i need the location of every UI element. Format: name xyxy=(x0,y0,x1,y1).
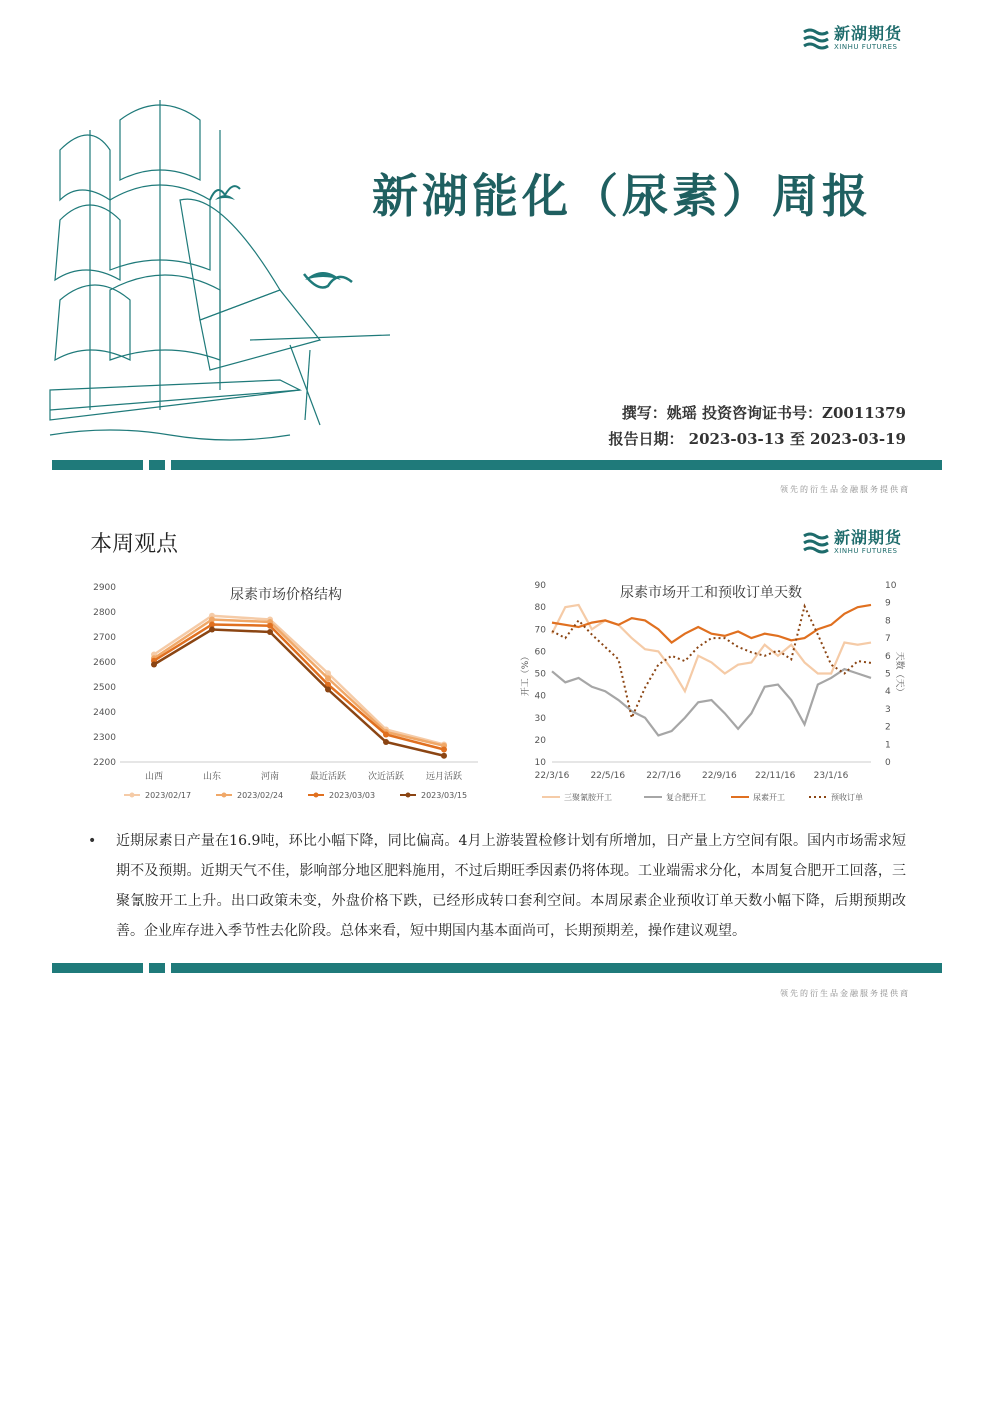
series-point xyxy=(209,627,215,633)
company-logo xyxy=(802,26,902,51)
x-tick-label: 最近活跃 xyxy=(309,772,347,782)
y-tick-label: 2400 xyxy=(93,708,116,718)
series-line-2023/02/17 xyxy=(154,616,444,745)
y2-tick-label: 9 xyxy=(885,598,891,609)
divider-gap xyxy=(165,460,171,470)
series-point xyxy=(151,662,157,668)
y-tick-label: 50 xyxy=(534,669,546,680)
y2-tick-label: 1 xyxy=(885,740,891,751)
legend-marker xyxy=(222,793,227,798)
y2-tick-label: 4 xyxy=(885,687,891,698)
x-tick-label: 河南 xyxy=(260,772,280,782)
author-line: 撰写：姚瑶 投资咨询证书号：Z0011379 xyxy=(621,404,906,422)
legend-label: 2023/02/17 xyxy=(145,791,192,800)
bullet-dot: • xyxy=(88,833,97,849)
slogan: 领先的衍生品金融服务提供商 xyxy=(780,485,910,494)
series-point xyxy=(383,732,389,738)
y2-tick-label: 6 xyxy=(885,651,891,662)
legend-label: 三聚氰胺开工 xyxy=(564,793,612,802)
series-point xyxy=(325,687,331,693)
x-tick-label: 22/9/16 xyxy=(702,771,737,781)
series-point xyxy=(267,629,273,635)
slogan: 领先的衍生品金融服务提供商 xyxy=(780,989,910,998)
x-tick-label: 山东 xyxy=(202,772,222,782)
y-tick-label: 2800 xyxy=(93,608,116,618)
y-tick-label: 40 xyxy=(534,691,546,702)
y2-axis-label: 天数（天） xyxy=(894,651,904,697)
legend-label: 2023/02/24 xyxy=(237,791,284,800)
logo-cn: 新湖期货 xyxy=(834,24,903,43)
logo-wave-icon xyxy=(802,532,830,554)
price-structure-chart xyxy=(88,572,488,812)
y-tick-label: 70 xyxy=(534,625,546,636)
series-point xyxy=(383,739,389,745)
y2-tick-label: 2 xyxy=(885,722,891,733)
series-point xyxy=(441,753,447,759)
x-tick-label: 22/3/16 xyxy=(534,771,570,781)
legend-marker xyxy=(314,793,319,798)
operating-rate-chart xyxy=(516,572,904,812)
x-tick-label: 22/11/16 xyxy=(754,771,796,781)
y-tick-label: 60 xyxy=(534,647,546,658)
y2-tick-label: 5 xyxy=(885,669,891,680)
series-point xyxy=(267,623,273,629)
y-tick-label: 10 xyxy=(534,758,546,768)
seagull-icon xyxy=(300,262,355,312)
y-tick-label: 30 xyxy=(534,713,546,724)
y2-tick-label: 10 xyxy=(885,581,897,591)
legend-label: 2023/03/03 xyxy=(329,791,376,800)
logo-en: XINHU FUTURES xyxy=(834,43,898,51)
legend-label: 尿素开工 xyxy=(753,793,785,802)
y-tick-label: 2900 xyxy=(93,583,116,593)
y-axis-label: 开工（%） xyxy=(521,651,531,697)
date-line: 报告日期： 2023-03-13 至 2023-03-19 xyxy=(608,430,906,448)
series-point xyxy=(441,747,447,753)
x-tick-label: 22/7/16 xyxy=(646,771,681,781)
logo-wave-icon xyxy=(802,28,830,50)
y-tick-label: 80 xyxy=(534,603,546,614)
x-tick-label: 远月活跃 xyxy=(425,772,463,782)
divider-gap xyxy=(143,963,149,973)
divider-bar xyxy=(52,963,942,973)
legend-label: 2023/03/15 xyxy=(421,791,468,800)
y2-tick-label: 7 xyxy=(885,634,891,645)
legend-label: 预收订单 xyxy=(831,793,863,802)
legend-marker xyxy=(130,793,135,798)
logo-cn: 新湖期货 xyxy=(834,528,903,547)
series-line-2023/03/03 xyxy=(154,625,444,750)
section-title: 本周观点 xyxy=(90,532,179,557)
report-title: 新湖能化（尿素）周报 xyxy=(372,169,872,223)
series-line-复合肥开工 xyxy=(552,669,871,735)
y-tick-label: 20 xyxy=(534,735,546,746)
x-tick-label: 山西 xyxy=(144,772,164,782)
chart-title: 尿素市场价格结构 xyxy=(230,587,342,603)
y2-tick-label: 8 xyxy=(885,616,891,627)
seagull-icon xyxy=(205,175,245,215)
x-tick-label: 次近活跃 xyxy=(367,772,405,782)
y2-tick-label: 0 xyxy=(885,758,891,768)
divider-gap xyxy=(143,460,149,470)
y-tick-label: 90 xyxy=(534,581,546,591)
x-tick-label: 23/1/16 xyxy=(813,771,849,781)
y2-tick-label: 3 xyxy=(885,704,891,715)
y-tick-label: 2200 xyxy=(93,758,116,768)
y-tick-label: 2700 xyxy=(93,633,116,643)
company-logo-small xyxy=(802,530,902,555)
divider-bar xyxy=(52,460,942,470)
legend-label: 复合肥开工 xyxy=(666,793,706,802)
y-tick-label: 2600 xyxy=(93,658,116,668)
legend-marker xyxy=(406,793,411,798)
logo-en: XINHU FUTURES xyxy=(834,547,898,555)
y-tick-label: 2500 xyxy=(93,683,116,693)
chart-title: 尿素市场开工和预收订单天数 xyxy=(620,585,802,601)
weekly-view-paragraph: 近期尿素日产量在16.9吨，环比小幅下降，同比偏高。4月上游装置检修计划有所增加，日产量上方空间有限。国内市场需求短期不及预期。近期天气不佳，影响部分地区肥料施用，不过后期旺季因素仍将体现。工业端需求分化，本周复合肥开工回落，三聚氰胺开工上升。出口政策未变，外盘价格下跌，已经形成转口套利空间。本周尿素企业预收订单天数小幅下降，后期预期改善。企业库存进入季节性去化阶段。总体来看，短中期国内基本面尚可，长期预期差，操作建议观望。 xyxy=(116,833,906,939)
x-tick-label: 22/5/16 xyxy=(590,771,626,781)
y-tick-label: 2300 xyxy=(93,733,116,743)
divider-gap xyxy=(165,963,171,973)
series-point xyxy=(325,675,331,681)
